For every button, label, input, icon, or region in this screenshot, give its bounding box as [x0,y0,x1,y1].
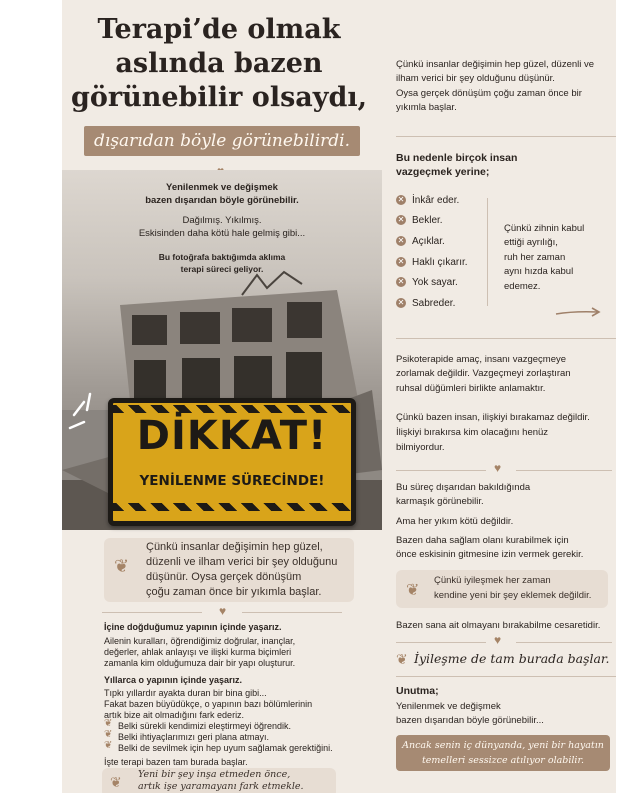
list-item: ✕ Sabreder. [397,298,456,309]
paragraph-line: Bu süreç dışarıdan bakıldığında [396,482,531,493]
sign-title: DİKKAT! [136,413,328,459]
paragraph-line: karmaşık görünebilir. [396,496,484,507]
right-column [382,0,616,793]
list-item: ✕ Yok sayar. [397,277,458,288]
paragraph-line: zamanla kim olduğumuza dair bir yapı oluşturur. [104,658,296,668]
title-line-2: aslında bazen [115,48,323,79]
heart-icon: ♥ [494,633,502,647]
x-circle-icon: ✕ [397,298,405,308]
intro-line-1: Yenilenmek ve değişmek [166,182,278,193]
closing-line-2: temelleri sessizce atılıyor olabilir. [421,755,584,766]
paragraph-line: Bazen daha sağlam olanı kurabilmek için [396,535,569,546]
paragraph-line: İlişkiyi bırakırsa kim olacağını henüz [396,427,549,438]
paragraph-line: Fakat bazen büyüdükçe, o yapının bazı bölümlerinin [104,699,313,709]
x-circle-icon: ✕ [397,195,405,205]
hazard-stripes [113,405,351,413]
vertical-divider [487,198,488,306]
aside-line: Çünkü zihnin kabul [504,223,585,234]
aside-line: edemez. [504,281,541,292]
list-item: ✕ İnkâr eder. [397,195,460,206]
quote-line-1: Yeni bir şey inşa etmeden önce, [138,769,291,780]
title-line-3: görünebilir olsaydı, [70,82,367,113]
section-heading: vazgeçmek yerine; [396,166,490,178]
divider [242,612,342,613]
paragraph-line: Çünkü insanlar değişimin hep güzel, düzenli ve [396,59,595,70]
section-heading: Unutma; [396,685,439,697]
paragraph-line: Oysa gerçek dönüşüm çoğu zaman önce bir [396,88,582,99]
list-item: ✕ Açıklar. [397,236,445,247]
bullet-item: Belki de sevilmek için hep uyum sağlamak gerektiğini. [118,743,333,753]
subtitle-band [84,126,360,156]
bullet-item: Belki sürekli kendimizi eleştirmeyi öğrendik. [118,721,292,731]
quote-card [396,570,608,608]
leaf-icon: ❦ [114,556,130,576]
divider [102,612,202,613]
divider [396,136,616,137]
closing-line: İşte terapi bazen tam burada başlar. [104,757,248,767]
intro-line-2: bazen dışarıdan böyle görünebilir. [145,195,299,206]
card-line-2: düzenli ve ilham verici bir şey olduğunu [146,556,338,568]
paragraph-line: ruhsal düğümleri birlikte anlamaktır. [396,383,546,394]
paragraph-line: Bazen sana ait olmayanı bırakabilme cesaretidir. [396,620,601,631]
title-line-1: Terapi’de olmak [97,14,341,45]
leaf-icon: ❦ [104,718,113,729]
leaf-icon: ❦ [104,729,113,740]
x-circle-icon: ✕ [397,236,405,246]
bullet-item: Belki ihtiyaçlarımızı geri plana atmayı. [118,732,270,742]
divider [396,642,486,643]
paragraph-line: Ailenin kuralları, öğrendiğimiz doğrular, inançlar, [104,636,296,646]
leaf-icon: ❦ [104,740,113,751]
leaf-icon: ❦ [110,774,122,790]
paragraph-line: bazen dışarıdan böyle görünebilir... [396,715,544,726]
paragraph-line: zorlamak değildir. Vazgeçmeyi zorlaştıran [396,368,571,379]
paragraph-line: değerler, ahlak anlayışı ve ilişki kurma biçimleri [104,647,292,657]
section-heading: İçine doğduğumuz yapının içinde yaşarız. [104,622,282,632]
quote-card [102,768,336,793]
paragraph-line: artık bize ait olmadığını fark ederiz. [104,710,245,720]
card-line-3: düşünür. Oysa gerçek dönüşüm [146,571,302,583]
section-heading: Yıllarca o yapının içinde yaşarız. [104,675,243,685]
intro-line-6: terapi süreci geliyor. [180,264,264,274]
arrow-right-icon [554,305,602,319]
intro-line-3: Dağılmış. Yıkılmış. [182,215,262,226]
aside-line: aynı hızda kabul [504,266,574,277]
hazard-stripes [113,503,351,511]
highlight-text: İyileşme de tam burada başlar. [414,651,610,666]
leaf-icon: ❦ [396,651,408,667]
paragraph-line: Tıpkı yıllardır ayakta duran bir bina gibi... [104,688,267,698]
paragraph-line: Ama her yıkım kötü değildir. [396,516,514,527]
paragraph-line: Çünkü bazen insan, ilişkiyi bırakamaz değildir. [396,412,590,423]
heart-icon: ♥ [494,461,502,475]
divider [516,642,612,643]
divider [396,338,616,339]
card-line-4: çoğu zaman önce bir yıkımla başlar. [146,586,322,598]
card-line-1: Çünkü iyileşmek her zaman [434,575,551,586]
divider [396,676,616,677]
closing-band [396,735,610,771]
paragraph-line: önce eskisinin gitmesine izin vermek gerekir. [396,549,584,560]
warning-sign [108,398,356,526]
divider [396,470,486,471]
sign-subtitle: YENİLENME SÜRECİNDE! [139,473,325,489]
closing-line-1: Ancak senin iç dünyanda, yeni bir hayatın [402,740,604,751]
aside-line: ettiği ayrılığı, [504,237,558,248]
x-circle-icon: ✕ [397,277,405,287]
section-heading: Bu nedenle birçok insan [396,152,518,164]
leaf-icon: ❦ [406,582,420,599]
card-line-1: Çünkü insanlar değişimin hep güzel, [146,541,323,553]
heart-icon: ♥ [219,604,227,618]
card-line-2: kendine yeni bir şey eklemek değildir. [434,590,592,601]
poster-page [62,0,616,793]
x-circle-icon: ✕ [397,215,405,225]
paragraph-line: Yenilenmek ve değişmek [396,701,501,712]
list-item: ✕ Bekler. [397,215,443,226]
paragraph-line: yıkımla başlar. [396,102,457,113]
x-circle-icon: ✕ [397,257,405,267]
divider [516,470,612,471]
intro-line-4: Eskisinden daha kötü hale gelmiş gibi... [138,228,306,239]
subtitle: dışarıdan böyle görünebilirdi. [94,131,350,151]
quote-line-2: artık işe yaramayanı fark etmekle. [138,781,304,792]
list-item: ✕ Haklı çıkarır. [397,257,468,268]
paragraph-line: bilmiyordur. [396,442,445,453]
intro-line-5: Bu fotoğrafa baktığımda aklıma [158,252,286,262]
paragraph-line: Psikoterapide amaç, insanı vazgeçmeye [396,354,567,365]
paragraph-line: ilham verici bir şey olduğunu düşünür. [396,73,555,84]
aside-line: ruh her zaman [504,252,566,263]
quote-card [104,538,354,602]
